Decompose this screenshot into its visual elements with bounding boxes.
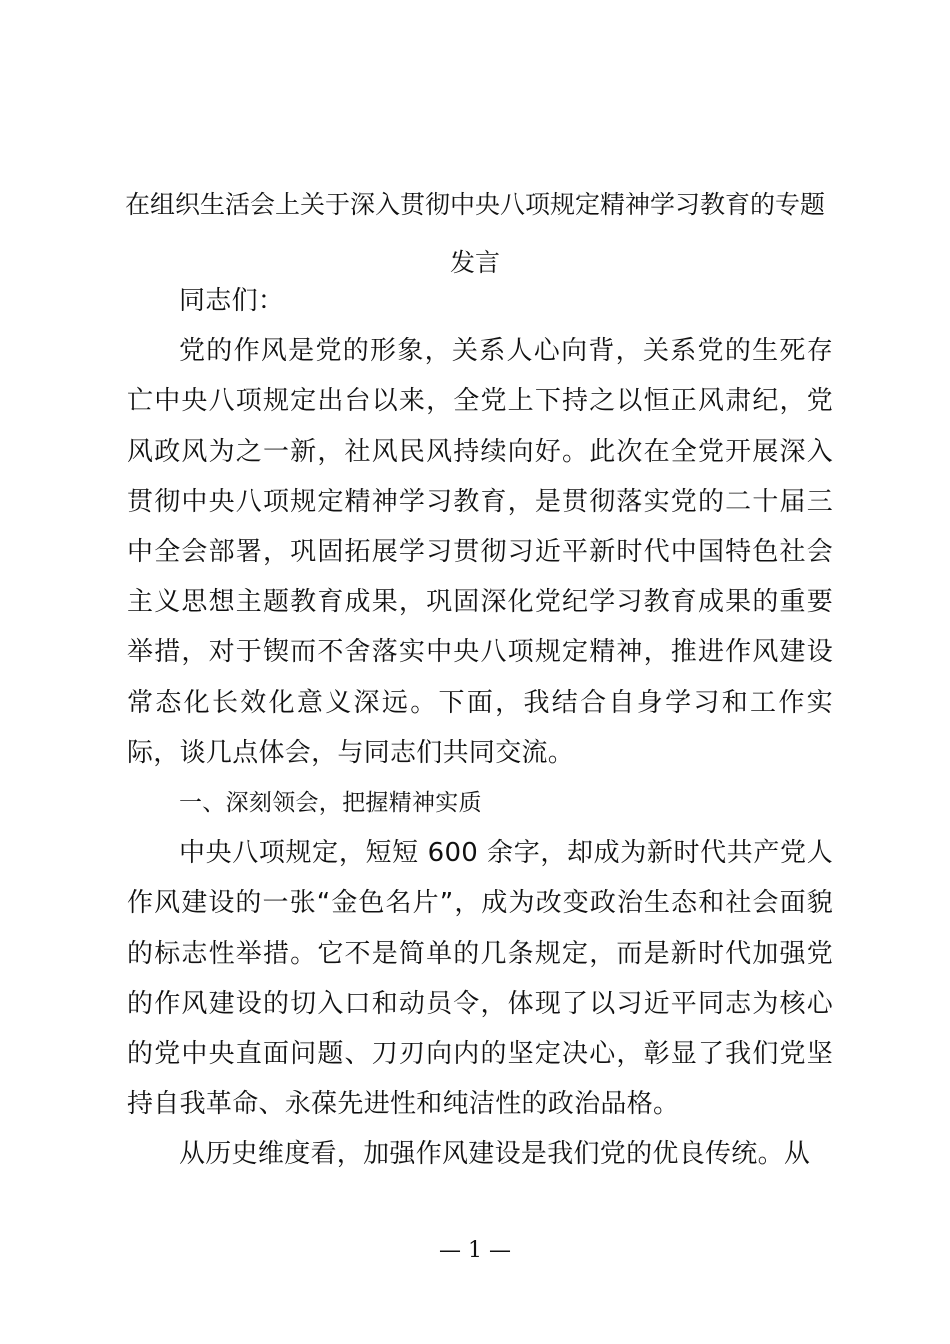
section-paragraph: 中央八项规定，短短 600 余字，却成为新时代共产党人作风建设的一张“金色名片”，成为改变政治生态和社会面貌的标志性举措。它不是简单的几条规定，而是新时代加强党的作风建设的切入口和动员令，体现了以习近平同志为核心的党中央直面问题、刀刃向内的坚定决心，彰显了我们党坚持自我革命、永葆先进性和纯洁性的政治品格。 <box>127 838 833 1120</box>
salutation: 同志们： <box>179 286 285 316</box>
document-body <box>127 276 833 1180</box>
section-paragraph: 从历史维度看，加强作风建设是我们党的优良传统。从 <box>179 1139 811 1170</box>
page-number: — 1 — <box>439 1238 511 1263</box>
document-title: 在组织生活会上关于深入贯彻中央八项规定精神学习教育的专题发言 <box>124 190 825 277</box>
section-heading: 一、深刻领会，把握精神实质 <box>179 790 482 817</box>
intro-paragraph: 党的作风是党的形象，关系人心向背，关系党的生死存亡中央八项规定出台以来，全党上下持之以恒正风肃纪，党风政风为之一新，社风民风持续向好。此次在全党开展深入贯彻中央八项规定精神学习教育，是贯彻落实党的二十届三中全会部署，巩固拓展学习贯彻习近平新时代中国特色社会主义思想主题教育成果，巩固深化党纪学习教育成果的重要举措，对于锲而不舍落实中央八项规定精神，推进作风建设常态化长效化意义深远。下面，我结合自身学习和工作实际，谈几点体会，与同志们共同交流。 <box>127 336 833 768</box>
